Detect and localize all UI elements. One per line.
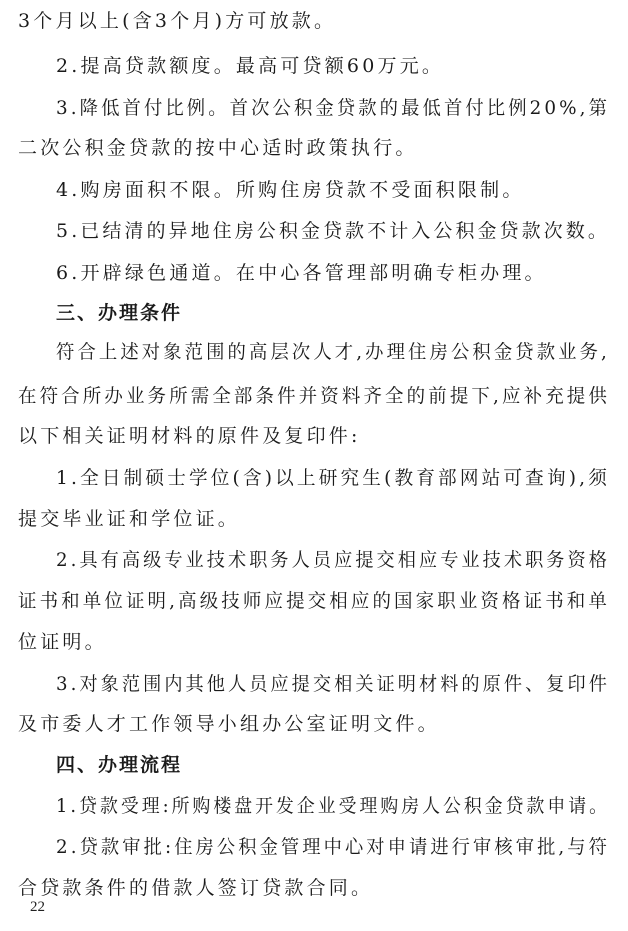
text-line: 及市委人才工作领导小组办公室证明文件。 (18, 713, 440, 735)
text-line: 3.降低首付比例。首次公积金贷款的最低首付比例20%,第 (56, 97, 611, 119)
text-line: 证书和单位证明,高级技师应提交相应的国家职业资格证书和单 (18, 590, 610, 612)
text-line: 6.开辟绿色通道。在中心各管理部明确专柜办理。 (56, 262, 547, 284)
text-line: 在符合所办业务所需全部条件并资料齐全的前提下,应补充提供 (18, 385, 610, 407)
text-line: 位证明。 (18, 631, 107, 653)
section-heading: 三、办理条件 (56, 302, 183, 324)
page-number: 22 (30, 899, 45, 915)
text-line: 1.贷款受理:所购楼盘开发企业受理购房人公积金贷款申请。 (56, 795, 611, 817)
text-line: 3.对象范围内其他人员应提交相关证明材料的原件、复印件 (56, 673, 610, 695)
text-line: 合贷款条件的借款人签订贷款合同。 (18, 877, 374, 899)
text-line: 5.已结清的异地住房公积金贷款不计入公积金贷款次数。 (56, 220, 610, 242)
text-line: 2.贷款审批:住房公积金管理中心对申请进行审核审批,与符 (56, 836, 610, 858)
text-line: 1.全日制硕士学位(含)以上研究生(教育部网站可查询),须 (56, 467, 611, 489)
section-heading: 四、办理流程 (56, 754, 183, 776)
text-line: 3个月以上(含3个月)方可放款。 (18, 10, 337, 32)
text-line: 二次公积金贷款的按中心适时政策执行。 (18, 137, 418, 159)
text-line: 提交毕业证和学位证。 (18, 508, 241, 530)
text-line: 以下相关证明材料的原件及复印件: (18, 425, 361, 447)
text-line: 符合上述对象范围的高层次人才,办理住房公积金贷款业务, (56, 341, 610, 363)
text-line: 2.提高贷款额度。最高可贷额60万元。 (56, 55, 445, 77)
text-line: 4.购房面积不限。所购住房贷款不受面积限制。 (56, 179, 525, 201)
text-line: 2.具有高级专业技术职务人员应提交相应专业技术职务资格 (56, 549, 610, 571)
